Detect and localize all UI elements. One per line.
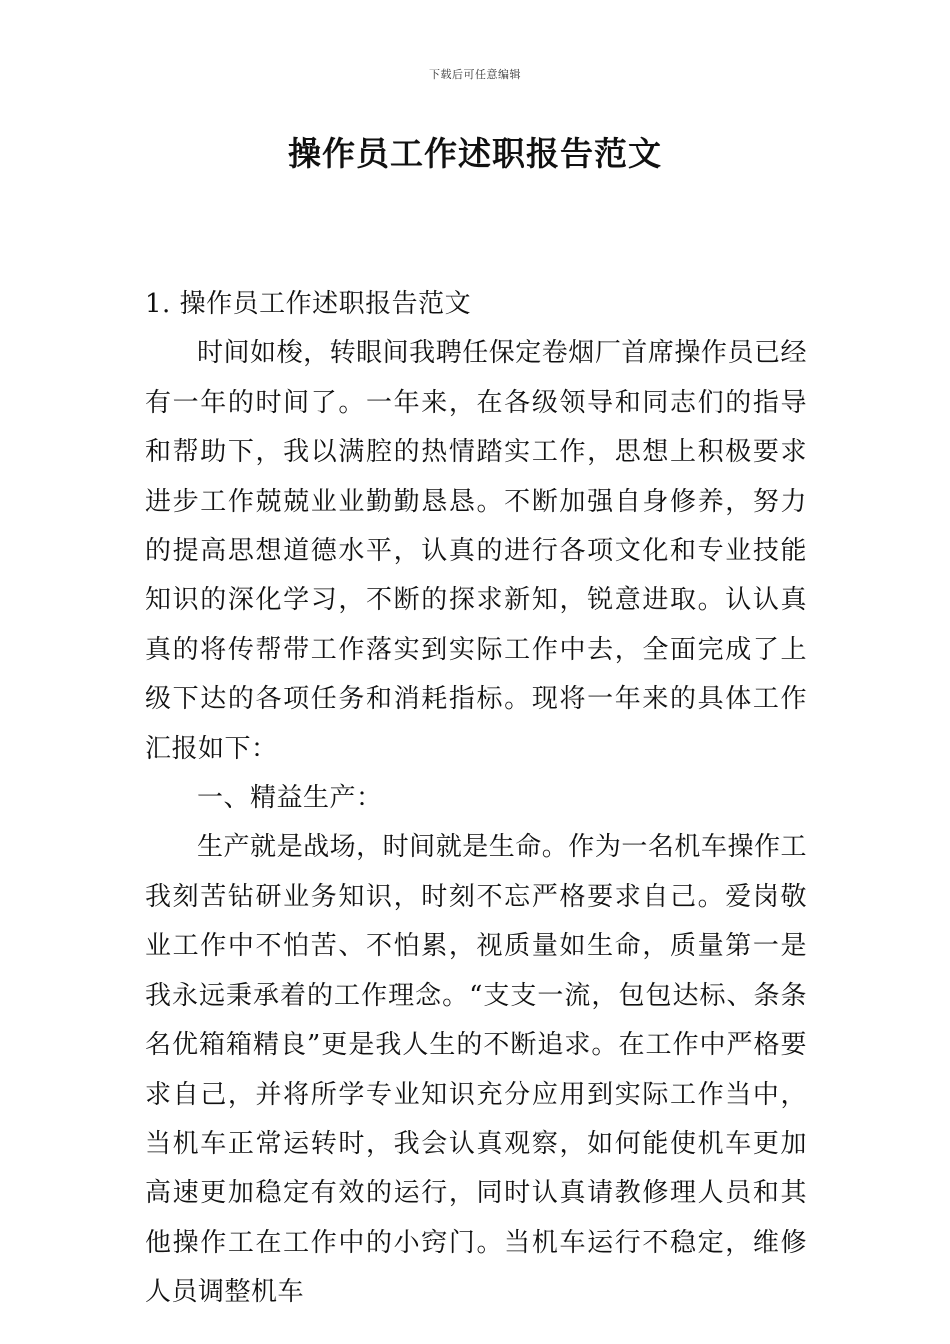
section-heading: 1. 操作员工作述职报告范文 (145, 289, 472, 319)
document-body (145, 280, 807, 1318)
paragraph-intro: 时间如梭，转眼间我聘任保定卷烟厂首席操作员已经有一年的时间了。一年来，在各级领导和同志们的指导和帮助下，我以满腔的热情踏实工作，思想上积极要求进步工作兢兢业业勤勤恳恳。不断加强自身修养，努力的提高思想道德水平，认真的进行各项文化和专业技能知识的深化学习，不断的探求新知，锐意进取。认认真真的将传帮带工作落实到实际工作中去，全面完成了上级下达的各项任务和消耗指标。现将一年来的具体工作汇报如下： (145, 338, 807, 764)
paragraph-subheading: 一、精益生产： (197, 783, 383, 814)
header-note: 下载后可任意编辑 (429, 68, 521, 81)
document-title: 操作员工作述职报告范文 (288, 134, 662, 173)
paragraph-production: 生产就是战场，时间就是生命。作为一名机车操作工我刻苦钻研业务知识，时刻不忘严格要求自己。爱岗敬业工作中不怕苦、不怕累，视质量如生命，质量第一是我永远秉承着的工作理念。“支支一流，包包达标、条条名优箱箱精良”更是我人生的不断追求。在工作中严格要求自己，并将所学专业知识充分应用到实际工作当中，当机车正常运转时，我会认真观察，如何能使机车更加高速更加稳定有效的运行，同时认真请教修理人员和其他操作工在工作中的小窍门。当机车运行不稳定，维修人员调整机车 (145, 832, 807, 1308)
